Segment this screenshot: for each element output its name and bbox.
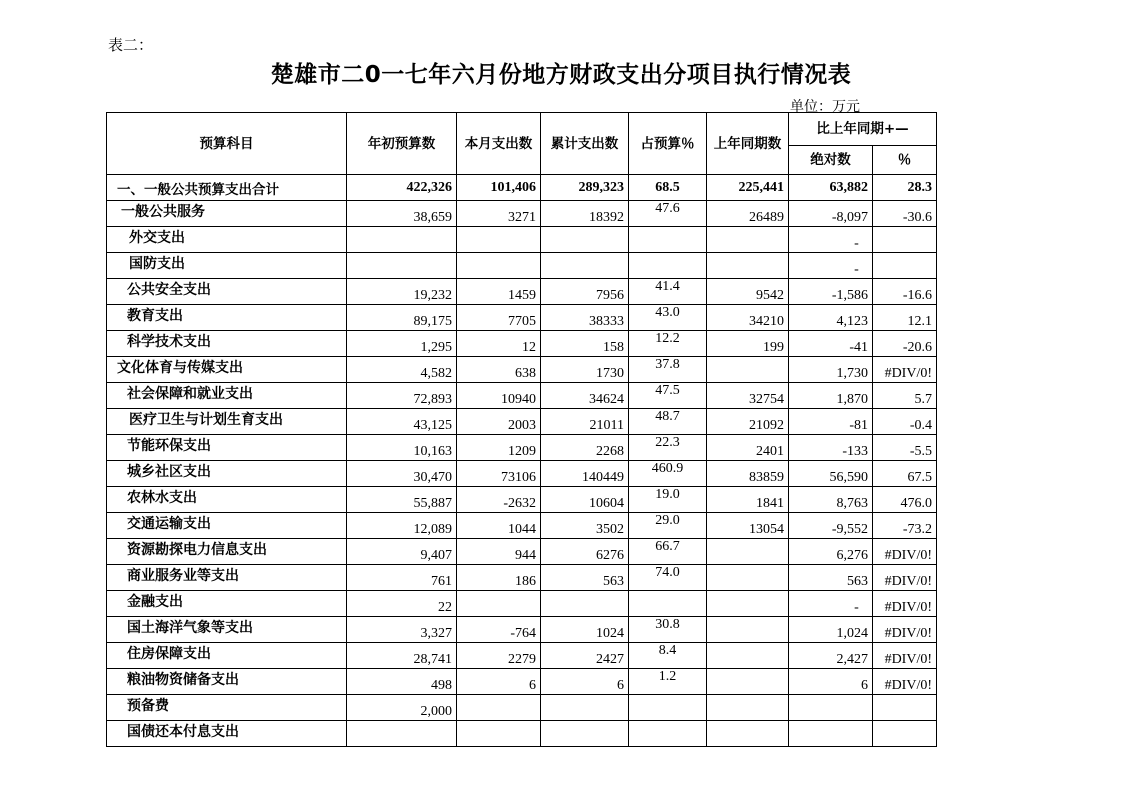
row-pct-of-budget: 12.2 — [629, 331, 707, 357]
row-yoy-abs — [789, 227, 873, 253]
row-pct-of-budget: 48.7 — [629, 409, 707, 435]
row-last-year — [707, 617, 789, 643]
row-item-name: 农林水支出 — [107, 487, 347, 513]
row-cumulative: 21011 — [541, 409, 629, 435]
row-pct-of-budget: 47.5 — [629, 383, 707, 409]
table-row — [107, 435, 937, 461]
row-last-year — [707, 539, 789, 565]
row-cumulative: 1024 — [541, 617, 629, 643]
row-item-name: 教育支出 — [107, 305, 347, 331]
row-last-year — [707, 591, 789, 617]
row-initial-budget: 72,893 — [347, 383, 457, 409]
table-row — [107, 591, 937, 617]
row-cumulative — [541, 591, 629, 617]
row-yoy-pct: #DIV/0! — [873, 539, 937, 565]
row-last-year: 2401 — [707, 435, 789, 461]
row-pct-of-budget: 29.0 — [629, 513, 707, 539]
row-item-name: 文化体育与传媒支出 — [107, 357, 347, 383]
row-pct-of-budget: 1.2 — [629, 669, 707, 695]
row-cumulative: 38333 — [541, 305, 629, 331]
row-pct-of-budget: 74.0 — [629, 565, 707, 591]
row-yoy-abs: 6 — [789, 669, 873, 695]
row-yoy-abs — [789, 591, 873, 617]
row-cumulative: 140449 — [541, 461, 629, 487]
row-pct-of-budget — [629, 695, 707, 721]
unit-label: 单位：万元 — [790, 100, 860, 115]
row-initial-budget: 2,000 — [347, 695, 457, 721]
row-yoy-pct: 5.7 — [873, 383, 937, 409]
row-cumulative: 563 — [541, 565, 629, 591]
row-item-name: 国土海洋气象等支出 — [107, 617, 347, 643]
row-yoy-abs: 1,730 — [789, 357, 873, 383]
row-last-year: 1841 — [707, 487, 789, 513]
row-yoy-abs: 63,882 — [789, 175, 873, 201]
row-pct-of-budget — [629, 591, 707, 617]
table-row — [107, 461, 937, 487]
row-yoy-pct: #DIV/0! — [873, 357, 937, 383]
row-month-expenditure: 101,406 — [457, 175, 541, 201]
row-cumulative: 289,323 — [541, 175, 629, 201]
row-pct-of-budget: 43.0 — [629, 305, 707, 331]
page-title: 楚雄市二0一七年六月份地方财政支出分项目执行情况表 — [270, 62, 852, 88]
row-month-expenditure: 2003 — [457, 409, 541, 435]
row-item-name: 商业服务业等支出 — [107, 565, 347, 591]
row-item-name: 国债还本付息支出 — [107, 721, 347, 747]
row-pct-of-budget: 30.8 — [629, 617, 707, 643]
row-item-name: 城乡社区支出 — [107, 461, 347, 487]
table-row — [107, 721, 937, 747]
row-cumulative — [541, 721, 629, 747]
row-yoy-abs: -8,097 — [789, 201, 873, 227]
row-yoy-pct: -30.6 — [873, 201, 937, 227]
row-pct-of-budget: 8.4 — [629, 643, 707, 669]
row-yoy-pct: -5.5 — [873, 435, 937, 461]
row-pct-of-budget — [629, 721, 707, 747]
row-item-name: 预备费 — [107, 695, 347, 721]
row-last-year: 26489 — [707, 201, 789, 227]
row-yoy-abs: 4,123 — [789, 305, 873, 331]
row-cumulative: 10604 — [541, 487, 629, 513]
dash-placeholder: - — [854, 262, 859, 277]
row-cumulative: 6276 — [541, 539, 629, 565]
row-initial-budget: 12,089 — [347, 513, 457, 539]
table-row — [107, 669, 937, 695]
row-last-year — [707, 695, 789, 721]
row-pct-of-budget: 37.8 — [629, 357, 707, 383]
row-cumulative: 18392 — [541, 201, 629, 227]
row-item-name: 国防支出 — [107, 253, 347, 279]
row-yoy-pct: -0.4 — [873, 409, 937, 435]
table-row — [107, 617, 937, 643]
row-month-expenditure: -764 — [457, 617, 541, 643]
row-yoy-abs: -41 — [789, 331, 873, 357]
table-total-row — [107, 175, 937, 201]
row-yoy-pct: -73.2 — [873, 513, 937, 539]
table-row — [107, 565, 937, 591]
row-last-year — [707, 643, 789, 669]
row-item-name: 外交支出 — [107, 227, 347, 253]
row-yoy-abs: -1,586 — [789, 279, 873, 305]
row-cumulative — [541, 253, 629, 279]
row-initial-budget: 22 — [347, 591, 457, 617]
row-month-expenditure: 7705 — [457, 305, 541, 331]
row-yoy-abs — [789, 253, 873, 279]
row-cumulative: 158 — [541, 331, 629, 357]
row-yoy-abs — [789, 695, 873, 721]
row-yoy-abs: -9,552 — [789, 513, 873, 539]
row-last-year — [707, 669, 789, 695]
row-cumulative: 6 — [541, 669, 629, 695]
header-last-year: 上年同期数 — [707, 113, 789, 175]
row-cumulative: 2427 — [541, 643, 629, 669]
row-pct-of-budget: 66.7 — [629, 539, 707, 565]
row-initial-budget: 43,125 — [347, 409, 457, 435]
header-yoy-pct: ％ — [873, 146, 937, 175]
row-month-expenditure — [457, 253, 541, 279]
row-month-expenditure: 10940 — [457, 383, 541, 409]
row-initial-budget: 19,232 — [347, 279, 457, 305]
row-yoy-pct — [873, 695, 937, 721]
row-yoy-abs: 2,427 — [789, 643, 873, 669]
row-pct-of-budget — [629, 253, 707, 279]
row-initial-budget — [347, 721, 457, 747]
row-yoy-abs: 1,870 — [789, 383, 873, 409]
row-month-expenditure: 1044 — [457, 513, 541, 539]
row-month-expenditure: 638 — [457, 357, 541, 383]
row-initial-budget — [347, 253, 457, 279]
row-month-expenditure: 73106 — [457, 461, 541, 487]
row-yoy-abs: 8,763 — [789, 487, 873, 513]
row-cumulative: 1730 — [541, 357, 629, 383]
row-last-year: 13054 — [707, 513, 789, 539]
row-initial-budget: 30,470 — [347, 461, 457, 487]
header-cumulative: 累计支出数 — [541, 113, 629, 175]
table-row — [107, 513, 937, 539]
row-yoy-pct: 67.5 — [873, 461, 937, 487]
row-initial-budget: 10,163 — [347, 435, 457, 461]
table-row — [107, 487, 937, 513]
row-yoy-pct — [873, 227, 937, 253]
row-yoy-abs: -133 — [789, 435, 873, 461]
row-yoy-pct: -20.6 — [873, 331, 937, 357]
row-initial-budget: 38,659 — [347, 201, 457, 227]
table-row — [107, 357, 937, 383]
row-cumulative — [541, 227, 629, 253]
row-initial-budget: 9,407 — [347, 539, 457, 565]
table-row — [107, 331, 937, 357]
table-row — [107, 695, 937, 721]
row-initial-budget: 1,295 — [347, 331, 457, 357]
row-last-year: 21092 — [707, 409, 789, 435]
row-cumulative: 7956 — [541, 279, 629, 305]
row-item-name: 资源勘探电力信息支出 — [107, 539, 347, 565]
table-row — [107, 227, 937, 253]
row-initial-budget: 28,741 — [347, 643, 457, 669]
row-item-name: 社会保障和就业支出 — [107, 383, 347, 409]
row-pct-of-budget: 19.0 — [629, 487, 707, 513]
row-last-year: 32754 — [707, 383, 789, 409]
header-month-expenditure: 本月支出数 — [457, 113, 541, 175]
row-last-year — [707, 357, 789, 383]
row-yoy-pct — [873, 721, 937, 747]
row-pct-of-budget — [629, 227, 707, 253]
row-yoy-pct: #DIV/0! — [873, 669, 937, 695]
row-item-name: 节能环保支出 — [107, 435, 347, 461]
row-item-name: 医疗卫生与计划生育支出 — [107, 409, 347, 435]
row-month-expenditure: 3271 — [457, 201, 541, 227]
row-month-expenditure — [457, 695, 541, 721]
row-yoy-abs: 1,024 — [789, 617, 873, 643]
header-item: 预算科目 — [107, 113, 347, 175]
row-last-year: 83859 — [707, 461, 789, 487]
row-yoy-pct: #DIV/0! — [873, 643, 937, 669]
row-item-name: 科学技术支出 — [107, 331, 347, 357]
row-initial-budget: 3,327 — [347, 617, 457, 643]
table-row — [107, 539, 937, 565]
row-yoy-pct: 28.3 — [873, 175, 937, 201]
row-cumulative: 3502 — [541, 513, 629, 539]
row-month-expenditure — [457, 227, 541, 253]
row-pct-of-budget: 22.3 — [629, 435, 707, 461]
row-initial-budget: 4,582 — [347, 357, 457, 383]
row-cumulative: 34624 — [541, 383, 629, 409]
row-yoy-pct: 12.1 — [873, 305, 937, 331]
row-initial-budget: 55,887 — [347, 487, 457, 513]
row-last-year — [707, 253, 789, 279]
row-month-expenditure: 1459 — [457, 279, 541, 305]
row-last-year: 34210 — [707, 305, 789, 331]
row-month-expenditure: 12 — [457, 331, 541, 357]
row-month-expenditure: -2632 — [457, 487, 541, 513]
row-month-expenditure: 186 — [457, 565, 541, 591]
row-initial-budget: 89,175 — [347, 305, 457, 331]
row-month-expenditure — [457, 591, 541, 617]
row-last-year — [707, 565, 789, 591]
dash-placeholder: - — [854, 600, 859, 615]
row-yoy-abs: 56,590 — [789, 461, 873, 487]
row-item-name: 公共安全支出 — [107, 279, 347, 305]
row-month-expenditure — [457, 721, 541, 747]
table-row — [107, 305, 937, 331]
header-yoy-group: 比上年同期+— — [789, 113, 937, 146]
row-pct-of-budget: 41.4 — [629, 279, 707, 305]
row-last-year — [707, 721, 789, 747]
row-pct-of-budget: 68.5 — [629, 175, 707, 201]
row-month-expenditure: 1209 — [457, 435, 541, 461]
table-row — [107, 409, 937, 435]
dash-placeholder: - — [854, 236, 859, 251]
table-row — [107, 279, 937, 305]
header-yoy-abs: 绝对数 — [789, 146, 873, 175]
row-yoy-abs — [789, 721, 873, 747]
row-last-year: 9542 — [707, 279, 789, 305]
row-yoy-pct: #DIV/0! — [873, 591, 937, 617]
row-item-name: 一般公共服务 — [107, 201, 347, 227]
row-cumulative: 2268 — [541, 435, 629, 461]
header-pct-of-budget: 占预算％ — [629, 113, 707, 175]
row-month-expenditure: 944 — [457, 539, 541, 565]
row-yoy-pct: 476.0 — [873, 487, 937, 513]
row-pct-of-budget: 47.6 — [629, 201, 707, 227]
table-row — [107, 643, 937, 669]
row-yoy-pct: #DIV/0! — [873, 565, 937, 591]
row-yoy-pct: -16.6 — [873, 279, 937, 305]
row-initial-budget: 498 — [347, 669, 457, 695]
row-last-year: 199 — [707, 331, 789, 357]
row-yoy-pct — [873, 253, 937, 279]
table-row — [107, 253, 937, 279]
row-last-year: 225,441 — [707, 175, 789, 201]
row-last-year — [707, 227, 789, 253]
row-initial-budget: 422,326 — [347, 175, 457, 201]
table-row — [107, 201, 937, 227]
row-yoy-abs: 563 — [789, 565, 873, 591]
row-item-name: 粮油物资储备支出 — [107, 669, 347, 695]
row-yoy-pct: #DIV/0! — [873, 617, 937, 643]
row-item-name: 住房保障支出 — [107, 643, 347, 669]
row-item-name: 交通运输支出 — [107, 513, 347, 539]
expenditure-table — [106, 112, 937, 747]
row-item-name: 一、一般公共预算支出合计 — [107, 175, 347, 201]
row-yoy-abs: -81 — [789, 409, 873, 435]
row-initial-budget: 761 — [347, 565, 457, 591]
row-month-expenditure: 6 — [457, 669, 541, 695]
row-cumulative — [541, 695, 629, 721]
table-label: 表二： — [108, 38, 154, 54]
row-month-expenditure: 2279 — [457, 643, 541, 669]
row-pct-of-budget: 460.9 — [629, 461, 707, 487]
table-row — [107, 383, 937, 409]
header-initial-budget: 年初预算数 — [347, 113, 457, 175]
row-initial-budget — [347, 227, 457, 253]
row-yoy-abs: 6,276 — [789, 539, 873, 565]
row-item-name: 金融支出 — [107, 591, 347, 617]
